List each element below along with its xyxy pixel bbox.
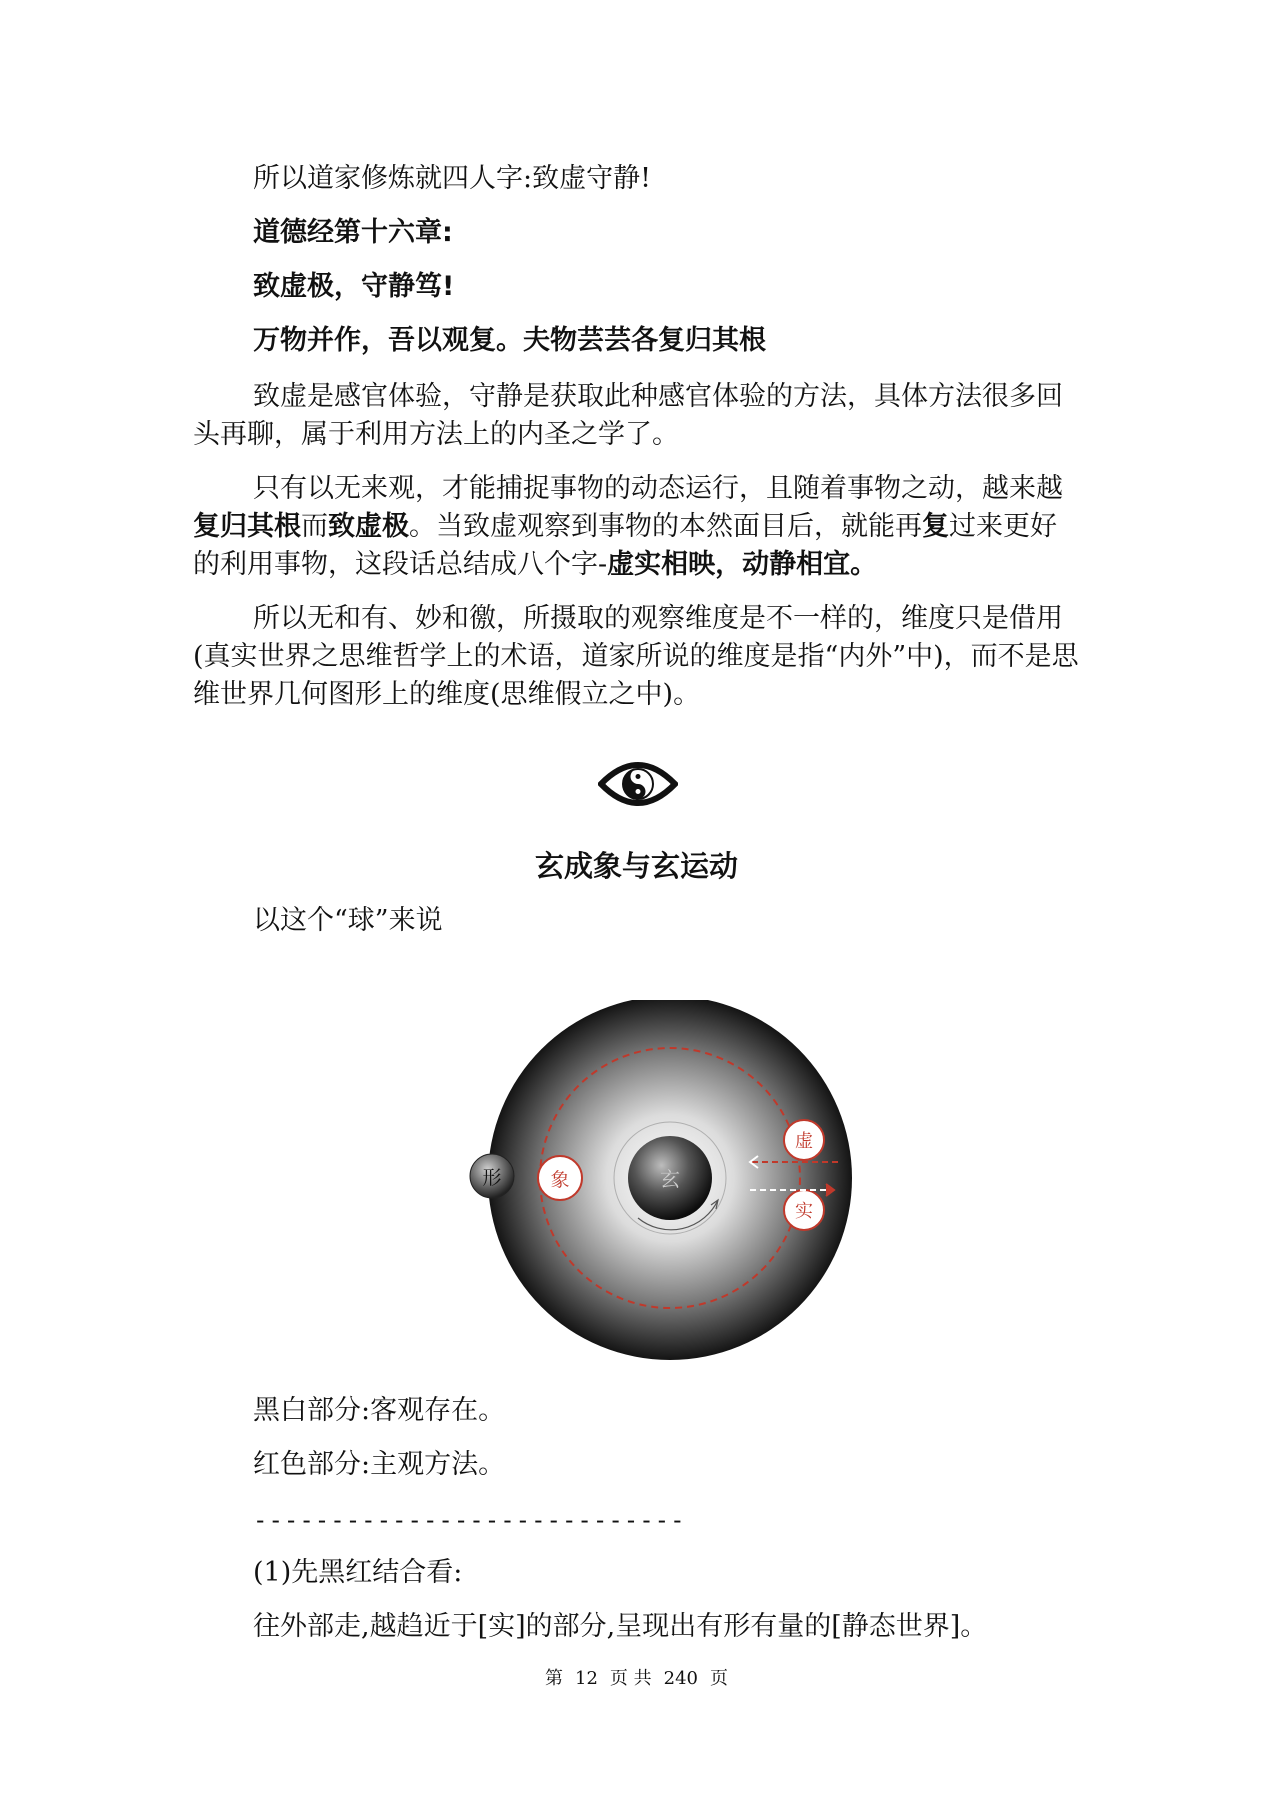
divider-line: ----------------------------: [253, 1506, 686, 1534]
paragraph-4: 所以无和有、妙和徼，所摄取的观察维度是不一样的，维度只是借用(真实世界之思维哲学上的术语，道家所说的维度是指“内外”中)，而不是思维世界几何图形上的维度(思维假立之中)。: [193, 603, 1079, 710]
p3-text-a: 只有以无来观，才能捕捉事物的动态运行，且随着事物之动，越来越: [253, 473, 1063, 504]
intro-line: 以这个“球”来说: [253, 905, 443, 936]
shi-marker: [784, 1190, 824, 1230]
footer-suffix: 页: [710, 1668, 728, 1689]
note-black-white: 黑白部分:客观存在。: [253, 1395, 506, 1426]
footer-prefix: 第: [545, 1668, 563, 1689]
quote-line-2: 万物并作，吾以观复。夫物芸芸各复归其根: [253, 325, 766, 356]
xiang-marker: [538, 1156, 582, 1200]
label-xing: 形: [482, 1167, 502, 1189]
p3-text-g: 过来更好的利用事物，这段话总结成八个字-: [193, 511, 1057, 580]
label-shi: 实: [795, 1201, 813, 1222]
core-ball: [628, 1136, 712, 1220]
xu-marker: [784, 1120, 824, 1160]
paragraph-1: 所以道家修炼就四人字:致虚守静!: [253, 163, 651, 194]
part1-text: 往外部走,越趋近于[实]的部分,呈现出有形有量的[静态世界]。: [253, 1611, 988, 1642]
p3-bold-fu: 复: [922, 511, 949, 542]
label-xu: 虚: [795, 1131, 813, 1152]
chapter-heading: 道德经第十六章:: [253, 217, 453, 248]
footer-mid: 页 共: [609, 1668, 652, 1689]
paragraph-2: 致虚是感官体验，守静是获取此种感官体验的方法，具体方法很多回头再聊，属于利用方法上的内圣之学了。: [193, 381, 1063, 450]
page-footer: [0, 1664, 1273, 1690]
footer-page-number: 12: [575, 1668, 598, 1689]
footer-total-pages: 240: [663, 1668, 698, 1689]
note-red: 红色部分:主观方法。: [253, 1449, 506, 1480]
p3-text-e: 。当致虚观察到事物的本然面目后，就能再: [409, 511, 922, 542]
paragraph-3: [193, 470, 1083, 584]
label-xuan: 玄: [660, 1167, 680, 1191]
label-xiang: 象: [550, 1169, 570, 1191]
p3-bold-summary: 虚实相映，动静相宜。: [607, 549, 878, 580]
p3-text-c: 而: [301, 511, 328, 542]
part1-heading: (1)先黑红结合看:: [253, 1557, 463, 1588]
eye-yinyang-icon: [598, 756, 678, 812]
sphere-diagram: [468, 1000, 868, 1380]
quote-line-1: 致虚极，守静笃!: [253, 271, 455, 302]
section-title: 玄成象与玄运动: [534, 849, 738, 883]
p3-bold-fugui: 复归其根: [193, 511, 301, 542]
p3-bold-zhixu: 致虚极: [328, 511, 409, 542]
xing-ball: [470, 1154, 514, 1198]
